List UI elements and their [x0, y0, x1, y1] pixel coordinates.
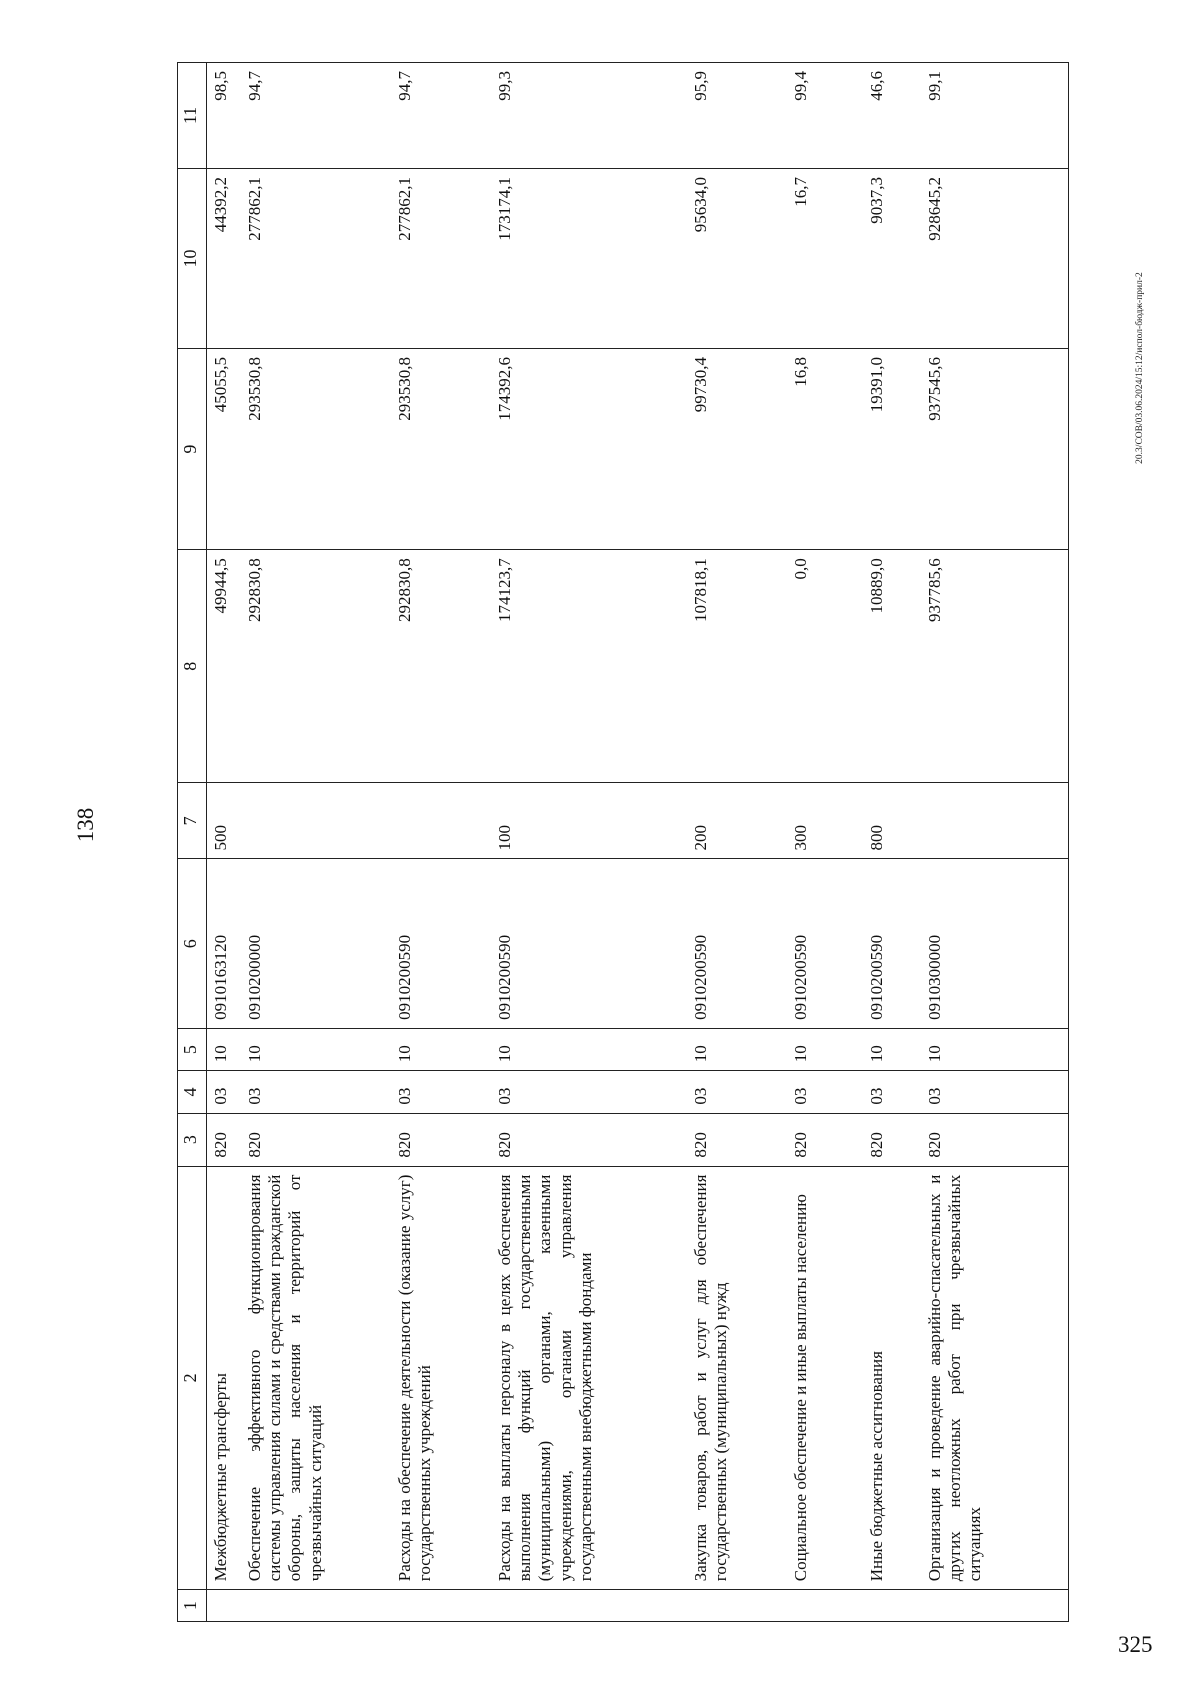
- approved-amount-cell: 293530,8: [241, 349, 391, 550]
- row-name-cell: Расходы на выплаты персоналу в целях обеспечения выполнения функций государственными (муниципальными) органами, казенными учреждениями, органами управления государственными внебюджетными фондами: [491, 1166, 687, 1590]
- row-index-cell: [687, 1590, 787, 1622]
- section-cell: 03: [207, 1071, 241, 1113]
- column-header: 1: [178, 1590, 207, 1622]
- page-number: 138: [73, 807, 98, 843]
- percent-cell: 94,7: [241, 63, 391, 169]
- expense-type-cell: 500: [207, 783, 241, 859]
- approved-amount-cell: 99730,4: [687, 349, 787, 550]
- target-article-cell: 0910163120: [207, 859, 241, 1028]
- executed-amount-cell: 173174,1: [491, 168, 687, 348]
- executed-amount-cell: 9037,3: [863, 168, 921, 348]
- target-article-cell: 0910200590: [863, 859, 921, 1028]
- row-index-cell: [207, 1590, 241, 1622]
- executed-amount-cell: 95634,0: [687, 168, 787, 348]
- column-header: 9: [178, 349, 207, 550]
- target-article-cell: 0910200590: [491, 859, 687, 1028]
- executed-amount-cell: 928645,2: [921, 168, 1069, 348]
- grbs-cell: 820: [863, 1113, 921, 1166]
- grbs-cell: 820: [391, 1113, 491, 1166]
- executed-amount-cell: 16,7: [787, 168, 863, 348]
- table-row: [241, 63, 391, 1622]
- row-name-cell: Обеспечение эффективного функционирования системы управления силами и средствами гражданской обороны, защиты населения и территорий от чрезвычайных ситуаций: [241, 1166, 391, 1590]
- target-article-cell: 0910200590: [687, 859, 787, 1028]
- grbs-cell: 820: [787, 1113, 863, 1166]
- plan-amount-cell: 292830,8: [241, 550, 391, 783]
- footer-document-code: 20.3/СОВ/03.06.2024/15:12/испол-бюдж-прил-2: [1135, 272, 1145, 464]
- grbs-cell: 820: [491, 1113, 687, 1166]
- table-row: [391, 63, 491, 1622]
- table-header-row: [178, 63, 207, 1622]
- percent-cell: 94,7: [391, 63, 491, 169]
- percent-cell: 98,5: [207, 63, 241, 169]
- expense-type-cell: [241, 783, 391, 859]
- approved-amount-cell: 937545,6: [921, 349, 1069, 550]
- expense-type-cell: [391, 783, 491, 859]
- plan-amount-cell: 937785,6: [921, 550, 1069, 783]
- table-row: [787, 63, 863, 1622]
- plan-amount-cell: 107818,1: [687, 550, 787, 783]
- column-header: 10: [178, 168, 207, 348]
- percent-cell: 95,9: [687, 63, 787, 169]
- executed-amount-cell: 277862,1: [391, 168, 491, 348]
- subsection-cell: 10: [921, 1028, 1069, 1070]
- plan-amount-cell: 292830,8: [391, 550, 491, 783]
- executed-amount-cell: 44392,2: [207, 168, 241, 348]
- subsection-cell: 10: [207, 1028, 241, 1070]
- column-header: 3: [178, 1113, 207, 1166]
- expense-type-cell: [921, 783, 1069, 859]
- subsection-cell: 10: [391, 1028, 491, 1070]
- target-article-cell: 0910200000: [241, 859, 391, 1028]
- section-cell: 03: [787, 1071, 863, 1113]
- row-index-cell: [491, 1590, 687, 1622]
- column-header: 2: [178, 1166, 207, 1590]
- row-index-cell: [391, 1590, 491, 1622]
- grbs-cell: 820: [207, 1113, 241, 1166]
- table-row: [207, 63, 241, 1622]
- row-index-cell: [787, 1590, 863, 1622]
- section-cell: 03: [921, 1071, 1069, 1113]
- approved-amount-cell: 45055,5: [207, 349, 241, 550]
- plan-amount-cell: 49944,5: [207, 550, 241, 783]
- row-name-cell: Расходы на обеспечение деятельности (оказание услуг) государственных учреждений: [391, 1166, 491, 1590]
- plan-amount-cell: 10889,0: [863, 550, 921, 783]
- row-name-cell: Иные бюджетные ассигнования: [863, 1166, 921, 1590]
- subsection-cell: 10: [687, 1028, 787, 1070]
- column-header: 5: [178, 1028, 207, 1070]
- column-header: 6: [178, 859, 207, 1028]
- subsection-cell: 10: [863, 1028, 921, 1070]
- section-cell: 03: [241, 1071, 391, 1113]
- plan-amount-cell: 0,0: [787, 550, 863, 783]
- grbs-cell: 820: [241, 1113, 391, 1166]
- expense-type-cell: 100: [491, 783, 687, 859]
- section-cell: 03: [391, 1071, 491, 1113]
- sheet-number: 325: [1118, 1632, 1153, 1657]
- budget-table-rotated: [177, 62, 1077, 1622]
- executed-amount-cell: 277862,1: [241, 168, 391, 348]
- table-row: [687, 63, 787, 1622]
- expense-type-cell: 200: [687, 783, 787, 859]
- subsection-cell: 10: [491, 1028, 687, 1070]
- plan-amount-cell: 174123,7: [491, 550, 687, 783]
- subsection-cell: 10: [787, 1028, 863, 1070]
- row-index-cell: [241, 1590, 391, 1622]
- grbs-cell: 820: [921, 1113, 1069, 1166]
- percent-cell: 99,4: [787, 63, 863, 169]
- table-row: [491, 63, 687, 1622]
- table-row: [921, 63, 1069, 1622]
- row-index-cell: [863, 1590, 921, 1622]
- subsection-cell: 10: [241, 1028, 391, 1070]
- percent-cell: 46,6: [863, 63, 921, 169]
- expense-type-cell: 800: [863, 783, 921, 859]
- column-header: 11: [178, 63, 207, 169]
- column-header: 4: [178, 1071, 207, 1113]
- grbs-cell: 820: [687, 1113, 787, 1166]
- section-cell: 03: [687, 1071, 787, 1113]
- approved-amount-cell: 293530,8: [391, 349, 491, 550]
- row-index-cell: [921, 1590, 1069, 1622]
- approved-amount-cell: 19391,0: [863, 349, 921, 550]
- target-article-cell: 0910200590: [391, 859, 491, 1028]
- table-body: [207, 63, 1069, 1622]
- row-name-cell: Закупка товаров, работ и услуг для обеспечения государственных (муниципальных) нужд: [687, 1166, 787, 1590]
- row-name-cell: Социальное обеспечение и иные выплаты населению: [787, 1166, 863, 1590]
- budget-table: [177, 62, 1069, 1622]
- row-name-cell: Межбюджетные трансферты: [207, 1166, 241, 1590]
- approved-amount-cell: 174392,6: [491, 349, 687, 550]
- percent-cell: 99,3: [491, 63, 687, 169]
- section-cell: 03: [863, 1071, 921, 1113]
- expense-type-cell: 300: [787, 783, 863, 859]
- column-header: 7: [178, 783, 207, 859]
- percent-cell: 99,1: [921, 63, 1069, 169]
- approved-amount-cell: 16,8: [787, 349, 863, 550]
- table-row: [863, 63, 921, 1622]
- column-header: 8: [178, 550, 207, 783]
- target-article-cell: 0910200590: [787, 859, 863, 1028]
- target-article-cell: 0910300000: [921, 859, 1069, 1028]
- section-cell: 03: [491, 1071, 687, 1113]
- row-name-cell: Организация и проведение аварийно-спасательных и других неотложных работ при чрезвычайных ситуациях: [921, 1166, 1069, 1590]
